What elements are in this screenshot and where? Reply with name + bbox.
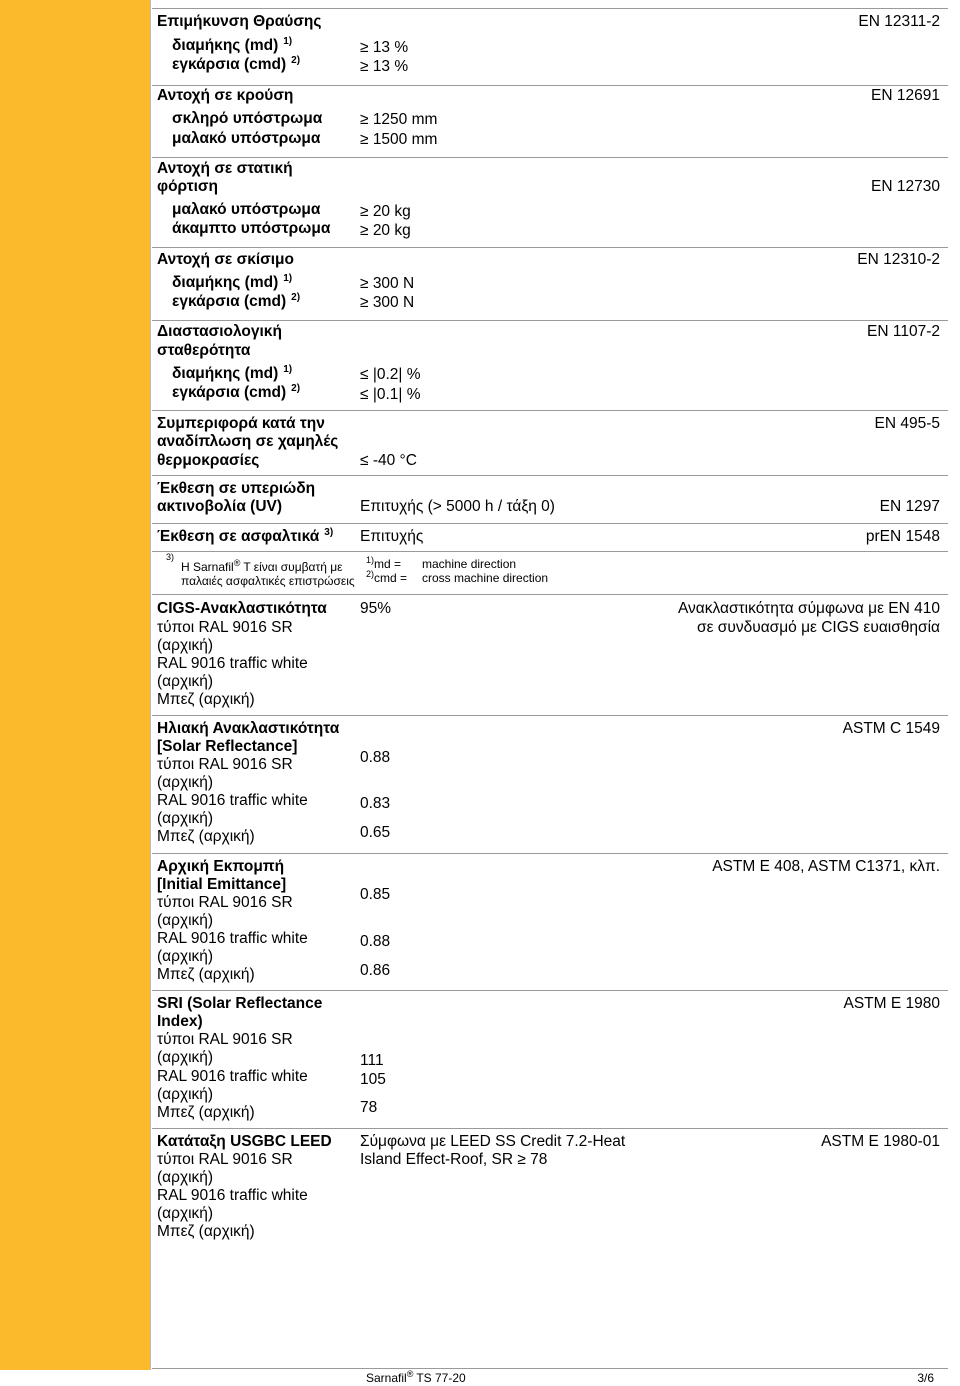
table-rule xyxy=(152,85,948,86)
footnote-marker: 1) xyxy=(366,555,375,565)
property-name: Έκθεση σε υπεριώδη xyxy=(157,480,316,497)
variant-label: (αρχική) xyxy=(157,1049,214,1066)
footnote-marker: 2) xyxy=(366,569,375,579)
property-value: 0.85 xyxy=(360,886,391,903)
footnote-marker: 3) xyxy=(324,527,334,538)
footnote-marker: 2) xyxy=(291,292,301,303)
property-name: Επιμήκυνση Θραύσης xyxy=(157,13,322,30)
property-name: [Solar Reflectance] xyxy=(157,738,298,755)
table-rule xyxy=(152,8,948,9)
standard-reference: EN 12691 xyxy=(871,87,940,104)
property-name: Αντοχή σε στατική xyxy=(157,160,293,177)
sub-property-text: εγκάρσια (cmd) xyxy=(172,56,287,73)
property-name: Αρχική Εκπομπή xyxy=(157,858,285,875)
footnote-text-part: T είναι συμβατή με xyxy=(243,560,343,574)
variant-label: Μπεζ (αρχική) xyxy=(157,1223,255,1240)
property-name: [Initial Emittance] xyxy=(157,876,287,893)
property-value: Island Effect-Roof, SR ≥ 78 xyxy=(360,1151,548,1168)
variant-label: (αρχική) xyxy=(157,673,214,690)
standard-reference: EN 1107-2 xyxy=(867,323,940,340)
footnote-marker: 1) xyxy=(283,273,293,284)
variant-label: τύποι RAL 9016 SR xyxy=(157,1031,293,1048)
abbreviation-term-text: cmd = xyxy=(374,571,408,585)
sub-property-label xyxy=(172,274,292,292)
property-name xyxy=(157,528,333,546)
table-rule xyxy=(152,990,948,991)
standard-reference: EN 12310-2 xyxy=(857,251,940,268)
sub-property-text: διαμήκης (md) xyxy=(172,274,279,291)
property-value: 78 xyxy=(360,1099,378,1116)
footnote-marker-text: 3) xyxy=(166,552,175,562)
property-name: Συμπεριφορά κατά την xyxy=(157,415,325,432)
property-name: φόρτιση xyxy=(157,178,219,195)
property-value: ≤ |0.1| % xyxy=(360,386,421,403)
table-rule xyxy=(152,475,948,476)
table-rule xyxy=(152,247,948,248)
variant-label: (αρχική) xyxy=(157,810,214,827)
property-value: ≤ |0.2| % xyxy=(360,366,421,383)
footnote-marker: 1) xyxy=(283,36,293,47)
variant-label: Μπεζ (αρχική) xyxy=(157,1104,255,1121)
property-value: ≤ -40 °C xyxy=(360,452,417,469)
footnote-marker: 2) xyxy=(291,55,301,66)
standard-reference: EN 12730 xyxy=(871,178,940,195)
footer-product-code: TS 77-20 xyxy=(416,1371,466,1385)
variant-label: τύποι RAL 9016 SR xyxy=(157,894,293,911)
property-value: ≥ 13 % xyxy=(360,39,409,56)
sub-property-label: μαλακό υπόστρωμα xyxy=(172,201,321,218)
footnote-marker xyxy=(166,554,174,568)
property-name: σταθερότητα xyxy=(157,342,251,359)
table-rule xyxy=(152,551,948,552)
sub-property-text: διαμήκης (md) xyxy=(172,365,279,382)
variant-label: τύποι RAL 9016 SR xyxy=(157,756,293,773)
property-value: Επιτυχής (> 5000 h / τάξη 0) xyxy=(360,498,555,515)
page-number: 3/6 xyxy=(917,1371,934,1385)
sub-property-label xyxy=(172,384,300,402)
property-name: CIGS-Ανακλαστικότητα xyxy=(157,600,327,617)
property-value: 95% xyxy=(360,600,392,617)
sub-property-label: μαλακό υπόστρωμα xyxy=(172,130,321,147)
property-name: Κατάταξη USGBC LEED xyxy=(157,1133,332,1150)
variant-label: RAL 9016 traffic white xyxy=(157,792,308,809)
standard-reference: σε συνδυασμό με CIGS ευαισθησία xyxy=(697,619,940,636)
accent-sidebar-stripe xyxy=(0,0,150,1370)
property-value: 0.88 xyxy=(360,933,391,950)
standard-reference: ASTM E 1980-01 xyxy=(821,1133,940,1150)
property-value: 111 xyxy=(360,1052,384,1069)
property-value: 0.65 xyxy=(360,824,391,841)
property-value: ≥ 300 N xyxy=(360,275,415,292)
variant-label: (αρχική) xyxy=(157,637,214,654)
property-value: 0.83 xyxy=(360,795,391,812)
variant-label: RAL 9016 traffic white xyxy=(157,655,308,672)
property-name: αναδίπλωση σε χαμηλές xyxy=(157,433,339,450)
table-rule xyxy=(152,715,948,716)
sub-property-label xyxy=(172,56,300,74)
variant-label: (αρχική) xyxy=(157,1169,214,1186)
property-value: Σύμφωνα με LEED SS Credit 7.2-Heat xyxy=(360,1133,626,1150)
standard-reference: EN 495-5 xyxy=(874,415,940,432)
registered-mark: ® xyxy=(406,1369,414,1379)
property-value: 0.86 xyxy=(360,962,391,979)
variant-label: RAL 9016 traffic white xyxy=(157,1187,308,1204)
standard-reference: Ανακλαστικότητα σύμφωνα με EN 410 xyxy=(678,600,940,617)
property-name: SRI (Solar Reflectance xyxy=(157,995,323,1012)
property-value: ≥ 1250 mm xyxy=(360,111,438,128)
table-rule xyxy=(152,1128,948,1129)
sub-property-text: εγκάρσια (cmd) xyxy=(172,384,287,401)
footer-product-name: Sarnafil xyxy=(366,1371,407,1385)
table-rule xyxy=(152,410,948,411)
sub-property-label: άκαμπτο υπόστρωμα xyxy=(172,220,331,237)
standard-reference: ASTM C 1549 xyxy=(842,720,940,737)
footnote-marker: 2) xyxy=(291,383,301,394)
sub-property-label: σκληρό υπόστρωμα xyxy=(172,110,323,127)
property-value: ≥ 20 kg xyxy=(360,222,411,239)
abbreviation-meaning: machine direction xyxy=(422,557,517,571)
footer-product xyxy=(366,1371,466,1385)
variant-label: Μπεζ (αρχική) xyxy=(157,966,255,983)
standard-reference: ASTM E 1980 xyxy=(843,995,940,1012)
standard-reference: ASTM E 408, ASTM C1371, κλπ. xyxy=(712,858,940,875)
property-name: Index) xyxy=(157,1013,203,1030)
property-name: Αντοχή σε κρούση xyxy=(157,87,294,104)
property-value: Επιτυχής xyxy=(360,528,424,545)
footnote-text: παλαιές ασφαλτικές επιστρώσεις xyxy=(181,574,355,588)
table-rule xyxy=(152,853,948,854)
footnote-text-part: Η Sarnafil xyxy=(181,560,234,574)
variant-label: τύποι RAL 9016 SR xyxy=(157,619,293,636)
standard-reference: prEN 1548 xyxy=(865,528,940,545)
table-rule xyxy=(152,523,948,524)
variant-label: (αρχική) xyxy=(157,1205,214,1222)
sub-property-text: εγκάρσια (cmd) xyxy=(172,293,287,310)
property-name: Ηλιακή Ανακλαστικότητα xyxy=(157,720,340,737)
variant-label: (αρχική) xyxy=(157,948,214,965)
sidebar-divider xyxy=(150,0,151,1370)
sub-property-label xyxy=(172,37,292,55)
property-value: 0.88 xyxy=(360,749,391,766)
footnote-marker: 1) xyxy=(283,364,293,375)
standard-reference: EN 1297 xyxy=(879,498,940,515)
variant-label: (αρχική) xyxy=(157,912,214,929)
property-value: ≥ 1500 mm xyxy=(360,131,438,148)
table-rule xyxy=(152,594,948,595)
footnote-text xyxy=(181,560,342,574)
sub-property-label xyxy=(172,293,300,311)
variant-label: τύποι RAL 9016 SR xyxy=(157,1151,293,1168)
variant-label: (αρχική) xyxy=(157,1086,214,1103)
property-name: Διαστασιολογική xyxy=(157,323,282,340)
variant-label: RAL 9016 traffic white xyxy=(157,1068,308,1085)
property-value: ≥ 20 kg xyxy=(360,203,411,220)
abbreviation-meaning: cross machine direction xyxy=(422,571,549,585)
property-name: Αντοχή σε σκίσιμο xyxy=(157,251,295,268)
sub-property-label xyxy=(172,365,292,383)
standard-reference: EN 12311-2 xyxy=(858,13,940,30)
variant-label: (αρχική) xyxy=(157,774,214,791)
table-rule xyxy=(152,157,948,158)
footer-rule xyxy=(152,1368,948,1369)
property-value: 105 xyxy=(360,1071,386,1088)
abbreviation-term xyxy=(366,571,407,585)
variant-label: RAL 9016 traffic white xyxy=(157,930,308,947)
property-value: ≥ 300 N xyxy=(360,294,415,311)
table-rule xyxy=(152,320,948,321)
sub-property-text: διαμήκης (md) xyxy=(172,37,279,54)
property-name: θερμοκρασίες xyxy=(157,452,260,469)
variant-label: Μπεζ (αρχική) xyxy=(157,828,255,845)
registered-mark: ® xyxy=(233,558,241,568)
variant-label: Μπεζ (αρχική) xyxy=(157,691,255,708)
property-name-text: Έκθεση σε ασφαλτικά xyxy=(157,528,320,545)
abbreviation-term-text: md = xyxy=(374,557,402,571)
property-value: ≥ 13 % xyxy=(360,58,409,75)
property-name: ακτινοβολία (UV) xyxy=(157,498,283,515)
